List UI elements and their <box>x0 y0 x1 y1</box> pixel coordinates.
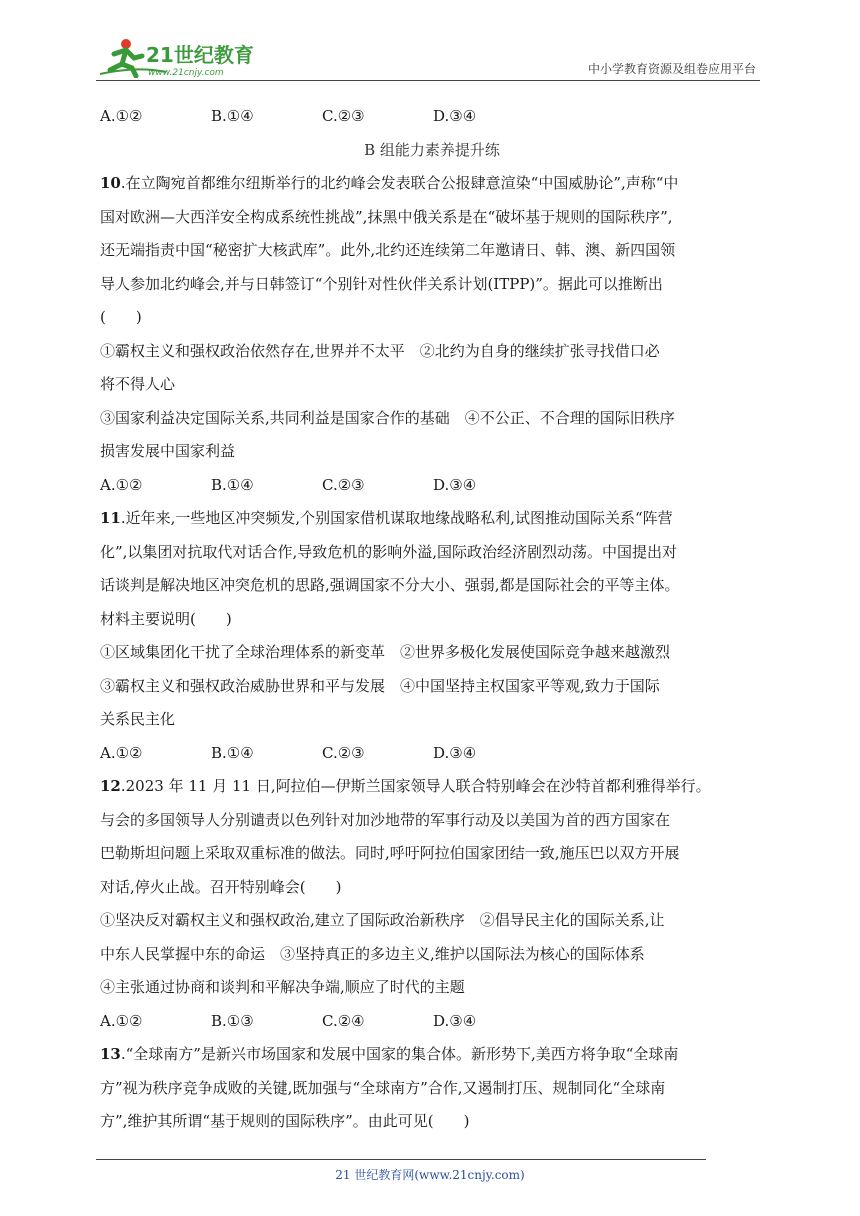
option-d: D.③④ <box>433 743 477 762</box>
question-10-options <box>100 469 764 503</box>
question-11-line: 话谈判是解决地区冲突危机的思路,强调国家不分大小、强弱,都是国际社会的平等主体。 <box>100 576 680 594</box>
option-d: D.③④ <box>433 1011 477 1030</box>
section-title: B 组能力素养提升练 <box>364 140 500 159</box>
question-number: 10 <box>100 174 121 192</box>
question-text: .2023 年 11 月 11 日,阿拉伯—伊斯兰国家领导人联合特别峰会在沙特首都利雅得举行。 <box>120 777 711 795</box>
question-12-line: 对话,停火止战。召开特别峰会( ) <box>100 877 342 896</box>
question-10-line: 国对欧洲—大西洋安全构成系统性挑战”,抹黑中俄关系是在“破坏基于规则的国际秩序”, <box>100 207 673 226</box>
choice-line: 将不得人心 <box>100 375 176 393</box>
option-d: D.③④ <box>433 107 477 125</box>
question-number: 13 <box>100 1045 121 1063</box>
question-10-line: 导人参加北约峰会,并与日韩签订“个别针对性伙伴关系计划(ITPP)”。据此可以推断出 <box>100 274 663 293</box>
choice-line: 损害发展中国家利益 <box>100 442 236 460</box>
question-11-options <box>100 737 764 771</box>
header-divider <box>96 80 760 81</box>
question-10-line: ( ) <box>100 308 142 326</box>
option-c: C.②③ <box>322 107 365 125</box>
choice-line: 中东人民掌握中东的命运 ③坚持真正的多边主义,维护以国际法为核心的国际体系 <box>100 944 645 963</box>
option-a: A.①② <box>100 475 143 494</box>
question-12-line <box>100 770 764 804</box>
choice-line: ①坚决反对霸权主义和强权政治,建立了国际政治新秩序 ②倡导民主化的国际关系,让 <box>100 911 665 929</box>
question-11-line: 材料主要说明( ) <box>100 609 232 628</box>
option-c: C.②③ <box>322 743 365 762</box>
option-b: B.①③ <box>211 1011 254 1030</box>
choice-line: ①区域集团化干扰了全球治理体系的新变革 ②世界多极化发展使国际竞争越来越激烈 <box>100 643 671 661</box>
option-d: D.③④ <box>433 475 477 494</box>
option-c: C.②③ <box>322 475 365 494</box>
question-text: .“全球南方”是新兴市场国家和发展中国家的集合体。新形势下,美西方将争取“全球南 <box>120 1045 679 1063</box>
prev-options <box>100 100 764 134</box>
question-10-line: 还无端指责中国“秘密扩大核武库”。此外,北约还连续第二年邀请日、韩、澳、新四国领 <box>100 241 676 259</box>
option-a: A.①② <box>100 107 143 125</box>
question-number: 12 <box>100 777 121 795</box>
logo-url: www.21cnjy.com <box>148 68 224 78</box>
question-text: .近年来,一些地区冲突频发,个别国家借机谋取地缘战略私利,试图推动国际关系“阵营 <box>120 509 673 527</box>
question-13-line: 方”视为秩序竞争成败的关键,既加强与“全球南方”合作,又遏制打压、规制同化“全球南 <box>100 1078 666 1097</box>
document-body <box>100 100 764 1139</box>
choice-line: ③国家利益决定国际关系,共同利益是国家合作的基础 ④不公正、不合理的国际旧秩序 <box>100 408 675 427</box>
logo-text: 21世纪教育 <box>146 43 254 67</box>
option-a: A.①② <box>100 743 143 762</box>
header-tagline: 中小学教育资源及组卷应用平台 <box>587 62 756 76</box>
footer-divider <box>96 1159 706 1160</box>
option-b: B.①④ <box>211 475 254 494</box>
choice-line: ③霸权主义和强权政治威胁世界和平与发展 ④中国坚持主权国家平等观,致力于国际 <box>100 676 660 695</box>
question-text: .在立陶宛首都维尔纽斯举行的北约峰会发表联合公报肆意渲染“中国威胁论”,声称“中 <box>120 174 679 192</box>
question-11-line <box>100 502 764 536</box>
question-12-options <box>100 1005 764 1039</box>
question-12-line: 巴勒斯坦问题上采取双重标准的做法。同时,呼吁阿拉伯国家团结一致,施压巴以双方开展 <box>100 844 680 862</box>
question-13-line: 方”,维护其所谓“基于规则的国际秩序”。由此可见( ) <box>100 1112 470 1130</box>
question-number: 11 <box>100 509 121 527</box>
choice-line: ④主张通过协商和谈判和平解决争端,顺应了时代的主题 <box>100 978 465 996</box>
choice-line: ①霸权主义和强权政治依然存在,世界并不太平 ②北约为自身的继续扩张寻找借口必 <box>100 341 660 360</box>
runner-logo-icon <box>96 36 266 78</box>
question-11-line: 化”,以集团对抗取代对话合作,导致危机的影响外溢,国际政治经济剧烈动荡。中国提出对 <box>100 542 677 561</box>
choice-line: 关系民主化 <box>100 710 176 728</box>
page-header <box>96 34 760 80</box>
question-12-line: 与会的多国领导人分别谴责以色列针对加沙地带的军事行动及以美国为首的西方国家在 <box>100 810 671 829</box>
option-b: B.①④ <box>211 107 254 125</box>
logo <box>96 36 266 78</box>
option-b: B.①④ <box>211 743 254 762</box>
question-10-line <box>100 167 764 201</box>
option-a: A.①② <box>100 1011 143 1030</box>
page-footer: 21 世纪教育网(www.21cnjy.com) <box>335 1168 525 1182</box>
question-13-line <box>100 1038 764 1072</box>
option-c: C.②④ <box>322 1011 365 1030</box>
